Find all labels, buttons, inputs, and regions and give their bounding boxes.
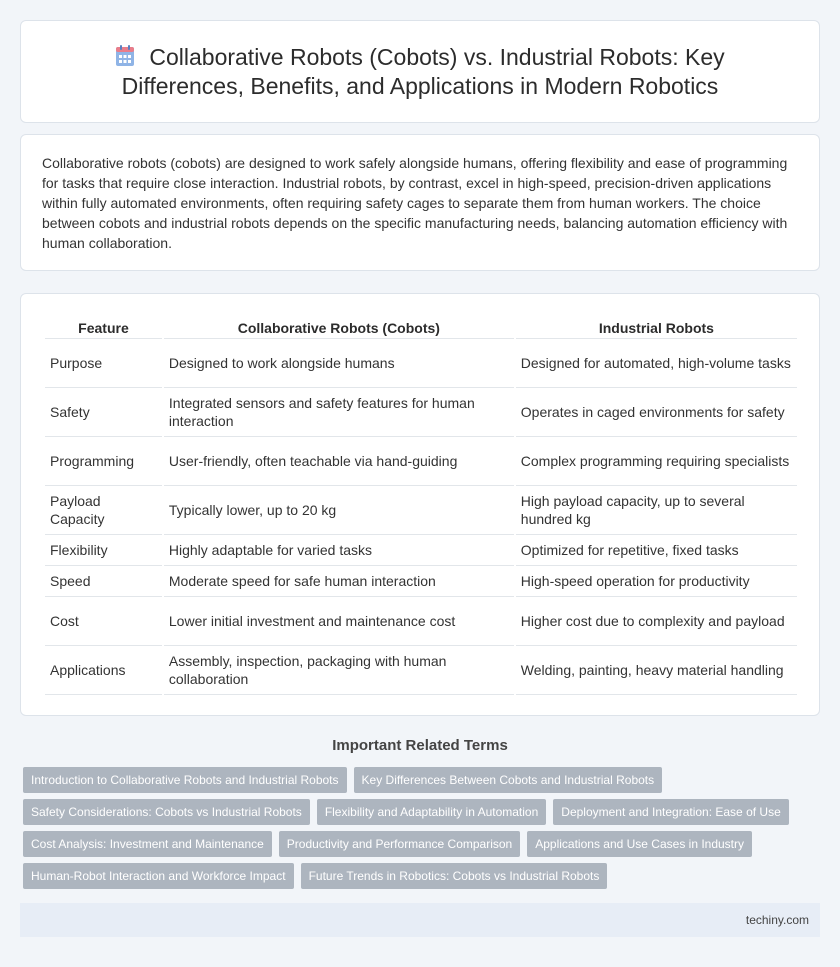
term-row [23, 767, 823, 793]
term-tag[interactable]: Introduction to Collaborative Robots and Industrial Robots [23, 767, 347, 793]
title-card [20, 20, 820, 123]
industrial-cell: Higher cost due to complexity and payload [516, 597, 797, 646]
table-header-row [45, 312, 797, 339]
cobot-cell: Lower initial investment and maintenance cost [164, 597, 514, 646]
document-icon [115, 45, 135, 67]
cobot-cell: Moderate speed for safe human interaction [164, 566, 514, 597]
term-tag[interactable]: Flexibility and Adaptability in Automation [317, 799, 546, 825]
industrial-cell: High-speed operation for productivity [516, 566, 797, 597]
feature-cell: Speed [45, 566, 162, 597]
feature-cell: Applications [45, 646, 162, 695]
industrial-cell: Complex programming requiring specialists [516, 437, 797, 486]
summary-text: Collaborative robots (cobots) are designed to work safely alongside humans, offering flexibility and ease of programming for tasks that require close interaction. Industrial robots, by contrast, excel in high-speed, precision-driven applications within fully automated environments, often requiring safety cages to separate them from human workers. The choice between cobots and industrial robots depends on the specific manufacturing needs, balancing automation efficiency with human collaboration. [42, 155, 788, 251]
term-row [23, 799, 823, 825]
table-row [45, 535, 797, 566]
table-row [45, 597, 797, 646]
term-tag[interactable]: Deployment and Integration: Ease of Use [553, 799, 788, 825]
table-row [45, 646, 797, 695]
feature-cell: Programming [45, 437, 162, 486]
term-tag[interactable]: Applications and Use Cases in Industry [527, 831, 752, 857]
term-tag[interactable]: Future Trends in Robotics: Cobots vs Industrial Robots [301, 863, 608, 889]
table-row [45, 486, 797, 535]
cobot-cell: Designed to work alongside humans [164, 339, 514, 388]
related-terms-heading: Important Related Terms [332, 737, 508, 754]
industrial-cell: Operates in caged environments for safety [516, 388, 797, 437]
feature-cell: Flexibility [45, 535, 162, 566]
industrial-cell: High payload capacity, up to several hundred kg [516, 486, 797, 535]
term-tag[interactable]: Safety Considerations: Cobots vs Industrial Robots [23, 799, 310, 825]
column-header: Collaborative Robots (Cobots) [164, 312, 514, 339]
industrial-cell: Optimized for repetitive, fixed tasks [516, 535, 797, 566]
feature-cell: Purpose [45, 339, 162, 388]
footer-site[interactable]: techiny.com [745, 913, 809, 927]
industrial-cell: Welding, painting, heavy material handling [516, 646, 797, 695]
table-row [45, 437, 797, 486]
table-row [45, 388, 797, 437]
feature-cell: Cost [45, 597, 162, 646]
column-header: Industrial Robots [516, 312, 797, 339]
term-row [23, 863, 823, 889]
related-terms [23, 767, 823, 895]
term-tag[interactable]: Cost Analysis: Investment and Maintenance [23, 831, 272, 857]
comparison-table-card [20, 293, 820, 716]
cobot-cell: User-friendly, often teachable via hand-guiding [164, 437, 514, 486]
cobot-cell: Assembly, inspection, packaging with human collaboration [164, 646, 514, 695]
feature-cell: Safety [45, 388, 162, 437]
summary-card [20, 134, 820, 271]
cobot-cell: Typically lower, up to 20 kg [164, 486, 514, 535]
page-title [61, 43, 779, 101]
term-tag[interactable]: Productivity and Performance Comparison [279, 831, 520, 857]
industrial-cell: Designed for automated, high-volume tasks [516, 339, 797, 388]
term-tag[interactable]: Human-Robot Interaction and Workforce Impact [23, 863, 294, 889]
term-row [23, 831, 823, 857]
page-title-text: Collaborative Robots (Cobots) vs. Industrial Robots: Key Differences, Benefits, and Applications in Modern Robotics [121, 43, 725, 99]
comparison-table [43, 312, 799, 695]
footer [20, 903, 820, 937]
column-header: Feature [45, 312, 162, 339]
table-row [45, 339, 797, 388]
cobot-cell: Highly adaptable for varied tasks [164, 535, 514, 566]
table-row [45, 566, 797, 597]
term-tag[interactable]: Key Differences Between Cobots and Industrial Robots [354, 767, 663, 793]
cobot-cell: Integrated sensors and safety features for human interaction [164, 388, 514, 437]
feature-cell: Payload Capacity [45, 486, 162, 535]
